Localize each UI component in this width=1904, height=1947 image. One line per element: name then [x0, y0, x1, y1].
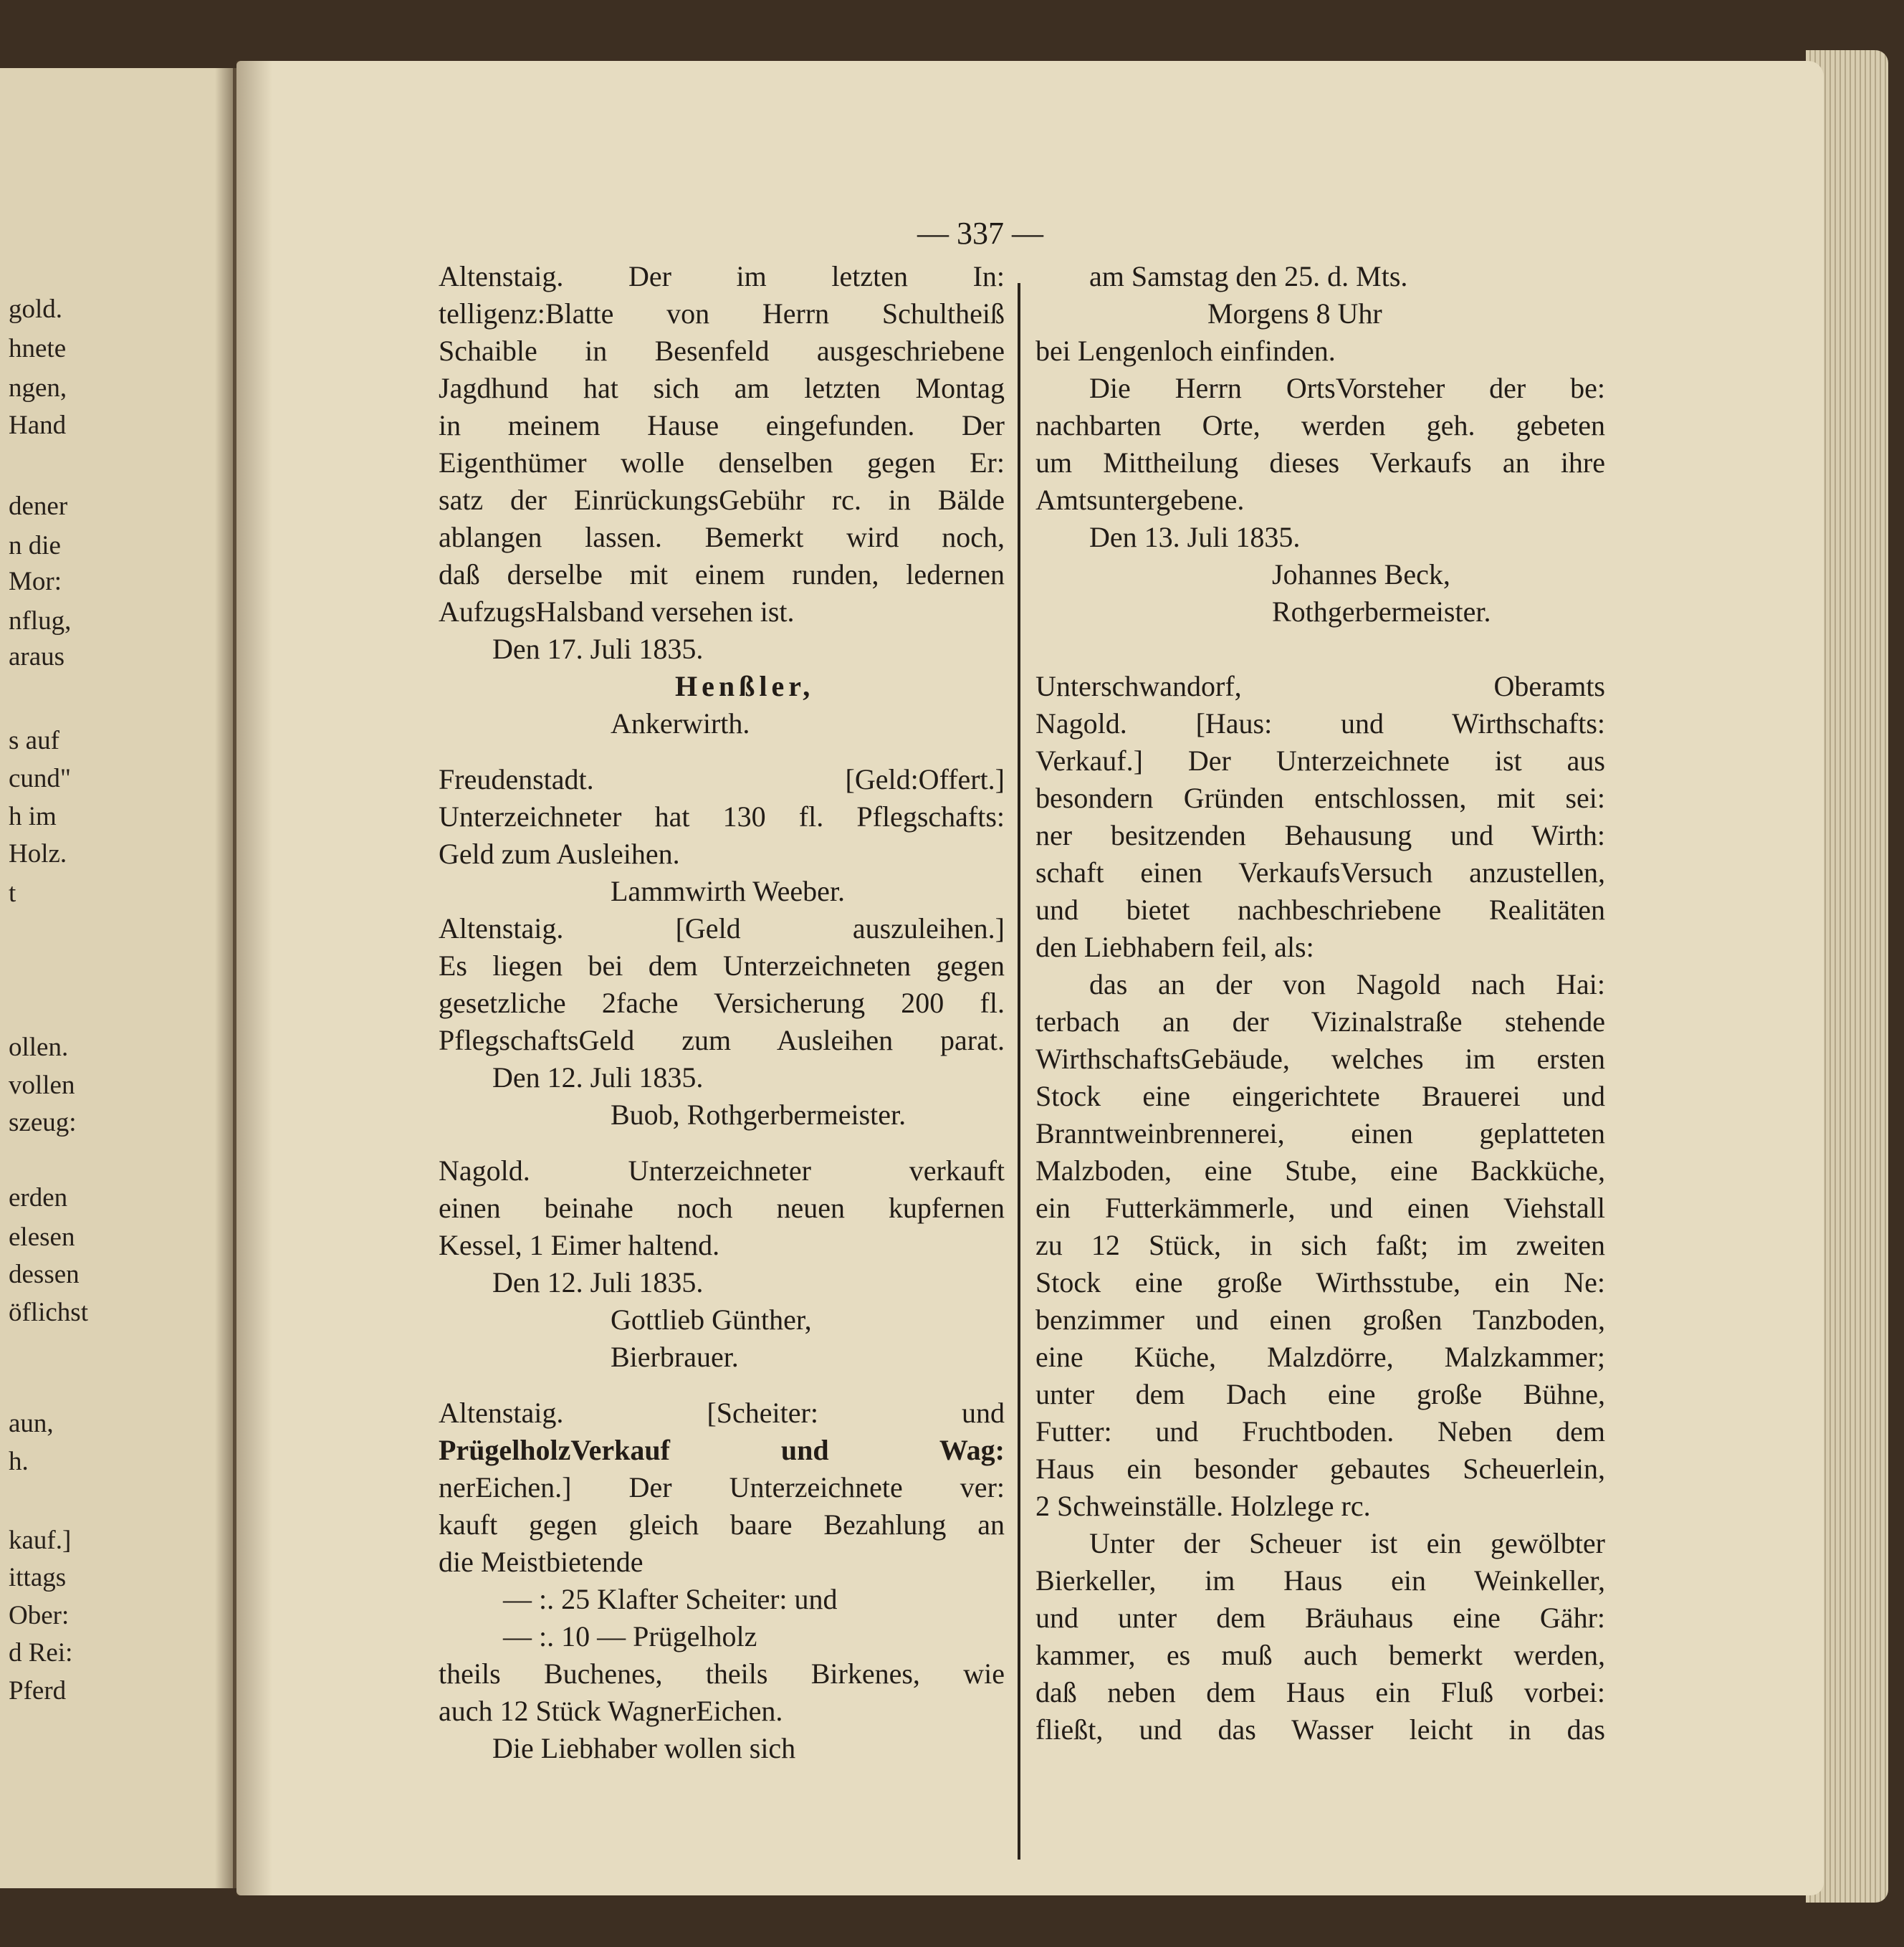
text-line: um Mittheilung dieses Verkaufs an ihre [1035, 446, 1605, 479]
text-line: Die Liebhaber wollen sich [492, 1732, 796, 1764]
gutter-shadow [236, 61, 272, 1895]
text-line: Stock eine eingerichtete Brauerei und [1035, 1080, 1605, 1112]
text-line: Altenstaig. Der im letzten In: [439, 260, 1005, 292]
text-line: AufzugsHalsband versehen ist. [439, 595, 795, 628]
text-line: Altenstaig. [Scheiter: und [439, 1397, 1005, 1429]
left-fragment: d Rei: [9, 1638, 73, 1668]
signature-title: Rothgerbermeister. [1272, 595, 1491, 628]
text-line: eine Küche, Malzdörre, Malzkammer; [1035, 1341, 1605, 1373]
left-fragment: vollen [9, 1071, 75, 1100]
signature-line: Lammwirth Weeber. [611, 875, 846, 907]
text-line: Unterzeichneter hat 130 fl. Pflegschafts: [439, 800, 1005, 833]
text-line: Unter der Scheuer ist ein gewölbter [1089, 1527, 1605, 1559]
left-fragment: gold. [9, 295, 63, 324]
left-fragment: öflichst [9, 1298, 88, 1327]
left-fragment: ollen. [9, 1033, 69, 1062]
text-line: daß neben dem Haus ein Fluß vorbei: [1035, 1676, 1605, 1708]
text-line: bei Lengenloch einfinden. [1035, 335, 1336, 367]
left-fragment: ngen, [9, 373, 67, 403]
text-line: satz der EinrückungsGebühr rc. in Bälde [439, 484, 1005, 516]
left-fragment: h. [9, 1447, 29, 1476]
left-fragment: dessen [9, 1260, 80, 1289]
text-line: und unter dem Bräuhaus eine Gähr: [1035, 1602, 1605, 1634]
text-line: Branntweinbrennerei, einen geplatteten [1035, 1117, 1605, 1149]
text-line: telligenz:Blatte von Herrn Schultheiß [439, 297, 1005, 330]
signature-line: Johannes Beck, [1272, 558, 1450, 590]
left-fragment: n die [9, 531, 61, 560]
left-fragment: hnete [9, 334, 67, 363]
column-rule [1018, 283, 1020, 1860]
text-line: kammer, es muß auch bemerkt werden, [1035, 1639, 1605, 1671]
text-line: Nagold. [Haus: und Wirthschafts: [1035, 707, 1605, 740]
text-line: gesetzliche 2fache Versicherung 200 fl. [439, 987, 1005, 1019]
signature-line: Gottlieb Günther, [611, 1303, 812, 1336]
date-line: Den 12. Juli 1835. [492, 1061, 704, 1094]
text-line: Geld zum Ausleihen. [439, 838, 680, 870]
left-fragment: kauf.] [9, 1526, 72, 1555]
left-fragment: dener [9, 492, 68, 521]
text-line: Die Herrn OrtsVorsteher der be: [1089, 372, 1605, 404]
signature-title: Bierbrauer. [611, 1341, 739, 1373]
text-line: nachbarten Orte, werden geh. gebeten [1035, 409, 1605, 441]
text-line: Unterschwandorf, Oberamts [1035, 670, 1605, 702]
text-line: kauft gegen gleich baare Bezahlung an [439, 1508, 1005, 1541]
text-line: ablangen lassen. Bemerkt wird noch, [439, 521, 1005, 553]
text-line: auch 12 Stück WagnerEichen. [439, 1695, 783, 1727]
text-line: und bietet nachbeschriebene Realitäten [1035, 894, 1605, 926]
text-line: die Meistbietende [439, 1546, 644, 1578]
text-line: Schaible in Besenfeld ausgeschriebene [439, 335, 1005, 367]
text-line: Morgens 8 Uhr [1207, 297, 1382, 330]
list-item: — :. 25 Klafter Scheiter: und [503, 1583, 838, 1615]
left-fragment: Pferd [9, 1676, 67, 1706]
left-fragment: ittags [9, 1563, 67, 1592]
left-fragment: Holz. [9, 839, 67, 869]
left-fragment: nflug, [9, 606, 72, 636]
text-line: in meinem Hause eingefunden. Der [439, 409, 1005, 441]
text-line: PrügelholzVerkauf und Wag: [439, 1434, 1005, 1466]
text-line: am Samstag den 25. d. Mts. [1089, 260, 1408, 292]
left-fragment: Mor: [9, 567, 62, 596]
left-fragment: s auf [9, 726, 59, 755]
left-column [439, 258, 1005, 1767]
left-fragment: elesen [9, 1223, 75, 1252]
text-line: Freudenstadt. [Geld:Offert.] [439, 763, 1005, 795]
date-line: Den 17. Juli 1835. [492, 633, 704, 665]
text-line: schaft einen VerkaufsVersuch anzustellen, [1035, 856, 1605, 889]
text-line: Es liegen bei dem Unterzeichneten gegen [439, 949, 1005, 982]
left-fragment: araus [9, 642, 65, 671]
text-line: WirthschaftsGebäude, welches im ersten [1035, 1043, 1605, 1075]
text-line: ein Futterkämmerle, und einen Viehstall [1035, 1192, 1605, 1224]
text-line: Verkauf.] Der Unterzeichnete ist aus [1035, 745, 1605, 777]
text-line: Stock eine große Wirthsstube, ein Ne: [1035, 1266, 1605, 1298]
left-fragment: cund" [9, 764, 72, 793]
text-line: Malzboden, eine Stube, eine Backküche, [1035, 1154, 1605, 1187]
left-fragment: szeug: [9, 1108, 77, 1137]
text-line: besondern Gründen entschlossen, mit sei: [1035, 782, 1605, 814]
text-line: Nagold. Unterzeichneter verkauft [439, 1154, 1005, 1187]
text-line: Futter: und Fruchtboden. Neben dem [1035, 1415, 1605, 1448]
text-line: das an der von Nagold nach Hai: [1089, 968, 1605, 1000]
text-line: einen beinahe noch neuen kupfernen [439, 1192, 1005, 1224]
signature-line: Buob, Rothgerbermeister. [611, 1099, 906, 1131]
text-line: Jagdhund hat sich am letzten Montag [439, 372, 1005, 404]
text-line: Altenstaig. [Geld auszuleihen.] [439, 912, 1005, 944]
signature-title: Ankerwirth. [611, 707, 750, 740]
text-line: unter dem Dach eine große Bühne, [1035, 1378, 1605, 1410]
text-line: zu 12 Stück, in sich faßt; im zweiten [1035, 1229, 1605, 1261]
signature-line: Henßler, [675, 670, 815, 702]
right-column [1035, 258, 1605, 1749]
text-line: terbach an der Vizinalstraße stehende [1035, 1005, 1605, 1038]
left-fragment: h im [9, 802, 57, 831]
text-line: fließt, und das Wasser leicht in das [1035, 1713, 1605, 1746]
text-line: theils Buchenes, theils Birkenes, wie [439, 1657, 1005, 1690]
text-line: den Liebhabern feil, als: [1035, 931, 1314, 963]
text-line: Amtsuntergebene. [1035, 484, 1245, 516]
text-line: PflegschaftsGeld zum Ausleihen parat. [439, 1024, 1005, 1056]
page-number: — 337 — [917, 216, 1043, 251]
text-line: benzimmer und einen großen Tanzboden, [1035, 1303, 1605, 1336]
text-line: daß derselbe mit einem runden, ledernen [439, 558, 1005, 590]
text-line: Bierkeller, im Haus ein Weinkeller, [1035, 1564, 1605, 1597]
text-line: Haus ein besonder gebautes Scheuerlein, [1035, 1453, 1605, 1485]
left-fragment: Hand [9, 411, 67, 440]
left-fragment: aun, [9, 1409, 54, 1438]
text-line: Kessel, 1 Eimer haltend. [439, 1229, 720, 1261]
left-fragment: erden [9, 1183, 68, 1212]
left-fragment: t [9, 879, 16, 908]
date-line: Den 12. Juli 1835. [492, 1266, 704, 1298]
left-fragment: Ober: [9, 1601, 70, 1630]
text-line: ner besitzenden Behausung und Wirth: [1035, 819, 1605, 851]
text-line: 2 Schweinställe. Holzlege rc. [1035, 1490, 1371, 1522]
text-line: Eigenthümer wolle denselben gegen Er: [439, 446, 1005, 479]
list-item: — :. 10 — Prügelholz [503, 1620, 757, 1652]
date-line: Den 13. Juli 1835. [1089, 521, 1301, 553]
text-line: nerEichen.] Der Unterzeichnete ver: [439, 1471, 1005, 1503]
